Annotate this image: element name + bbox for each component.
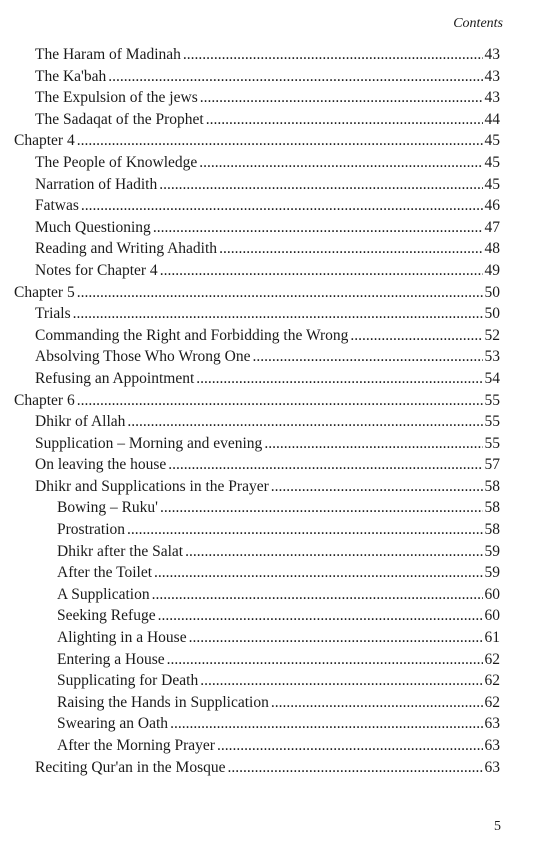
toc-entry: [0, 735, 533, 757]
dot-leader: [77, 130, 483, 152]
toc-entry-page: 50: [484, 305, 500, 323]
toc-entry-title: Refusing an Appointment: [35, 369, 195, 387]
toc-entry: [0, 44, 533, 66]
toc-entry-title: After the Morning Prayer: [57, 737, 215, 754]
toc-entry-page: 55: [484, 413, 500, 431]
dot-leader: [206, 109, 483, 131]
toc-entry: [0, 217, 533, 239]
dot-leader: [185, 541, 482, 563]
toc-entry-page: 61: [484, 629, 500, 647]
toc-entry-title: Swearing an Oath: [57, 715, 169, 733]
toc-entry-page: 55: [484, 391, 500, 409]
toc-entry: [0, 238, 533, 260]
toc-entry-page: 58: [484, 477, 500, 495]
toc-entry-page: 63: [484, 715, 500, 733]
toc-entry-title: The People of Knowledge: [35, 153, 198, 171]
toc-entry: [0, 476, 533, 498]
toc-entry: [0, 519, 533, 541]
toc-entry-page: 55: [484, 434, 500, 452]
toc-entry-title: Entering a House: [57, 650, 165, 668]
toc-entry-title: Reciting Qur'an in the Mosque: [35, 758, 226, 776]
dot-leader: [127, 519, 482, 541]
toc-entry-page: 47: [484, 218, 500, 236]
dot-leader: [271, 476, 483, 498]
toc-entry-title: Chapter 6: [14, 391, 75, 409]
dot-leader: [154, 562, 482, 584]
toc-entry: [0, 87, 533, 109]
dot-leader: [127, 411, 482, 433]
toc-entry-page: 63: [484, 758, 500, 776]
dot-leader: [196, 368, 482, 390]
toc-entry-page: 43: [484, 67, 500, 85]
toc-entry: [0, 541, 533, 563]
toc-entry: [0, 670, 533, 692]
toc-entry-title: Absolving Those Who Wrong One: [35, 348, 251, 366]
toc-entry-title: After the Toilet: [57, 564, 153, 582]
toc-entry-page: 44: [484, 110, 500, 128]
toc-chapter-heading: [0, 130, 533, 152]
toc-entry-title: Trials: [35, 305, 71, 323]
toc-entry: [0, 497, 533, 519]
toc-entry-title: Supplicating for Death: [57, 672, 199, 690]
toc-entry: [0, 368, 533, 390]
toc-entry-page: 48: [484, 240, 500, 258]
toc-entry-page: 63: [484, 737, 500, 754]
dot-leader: [183, 44, 483, 66]
toc-entry: [0, 605, 533, 627]
dot-leader: [77, 282, 483, 304]
dot-leader: [160, 497, 483, 519]
toc-entry-title: Narration of Hadith: [35, 175, 158, 193]
toc-entry-page: 62: [484, 650, 500, 668]
dot-leader: [170, 713, 482, 735]
toc-entry: [0, 109, 533, 131]
dot-leader: [271, 692, 483, 714]
toc-entry: [0, 303, 533, 325]
toc-entry-page: 59: [484, 542, 500, 560]
toc-entry-title: On leaving the house: [35, 456, 167, 474]
toc-chapter-heading: [0, 390, 533, 412]
toc-entry-title: Chapter 4: [14, 132, 75, 150]
toc-entry-title: The Expulsion of the jews: [35, 89, 198, 107]
page-number: 5: [494, 819, 501, 834]
toc-entry-title: Dhikr of Allah: [35, 413, 126, 431]
toc-entry-title: Alighting in a House: [57, 629, 187, 647]
toc-entry-title: Much Questioning: [35, 218, 151, 236]
toc-entry: [0, 260, 533, 282]
toc-entry: [0, 411, 533, 433]
toc-entry-title: Commanding the Right and Forbidding the Wrong: [35, 326, 349, 344]
dot-leader: [77, 390, 483, 412]
dot-leader: [227, 757, 482, 779]
toc-entry: [0, 346, 533, 368]
toc-entry-title: The Sadaqat of the Prophet: [35, 110, 204, 128]
dot-leader: [159, 174, 482, 196]
toc-entry-page: 57: [484, 456, 500, 474]
toc-entry: [0, 562, 533, 584]
toc-entry-page: 46: [484, 197, 500, 215]
running-header: Contents: [453, 16, 503, 31]
toc-chapter-heading: [0, 282, 533, 304]
toc-entry-page: 60: [484, 607, 500, 625]
dot-leader: [264, 433, 482, 455]
dot-leader: [153, 217, 483, 239]
toc-entry-page: 43: [484, 89, 500, 107]
toc-entry-page: 60: [484, 585, 500, 603]
dot-leader: [200, 670, 482, 692]
toc-entry-title: Reading and Writing Ahadith: [35, 240, 218, 258]
dot-leader: [158, 605, 483, 627]
toc-entry: [0, 757, 533, 779]
toc-entry-page: 52: [484, 326, 500, 344]
toc-entry-page: 50: [484, 283, 500, 301]
toc-entry: [0, 195, 533, 217]
dot-leader: [200, 87, 483, 109]
dot-leader: [160, 260, 483, 282]
toc-entry-page: 45: [484, 153, 500, 171]
dot-leader: [152, 584, 483, 606]
toc-entry-title: Supplication – Morning and evening: [35, 434, 263, 452]
toc-entry: [0, 692, 533, 714]
toc-entry: [0, 713, 533, 735]
toc-entry-page: 62: [484, 693, 500, 711]
table-of-contents: [0, 44, 533, 778]
toc-entry: [0, 66, 533, 88]
toc-entry-title: Fatwas: [35, 197, 79, 215]
dot-leader: [189, 627, 483, 649]
toc-entry-title: Prostration: [57, 521, 126, 539]
toc-entry-title: Dhikr and Supplications in the Prayer: [35, 477, 269, 495]
toc-entry-title: Seeking Refuge: [57, 607, 156, 625]
dot-leader: [81, 195, 483, 217]
toc-entry-title: Dhikr after the Salat: [57, 542, 184, 560]
toc-entry: [0, 174, 533, 196]
dot-leader: [108, 66, 482, 88]
toc-entry: [0, 152, 533, 174]
toc-entry-page: 54: [484, 369, 500, 387]
toc-entry-title: Bowing – Ruku': [57, 499, 158, 517]
toc-entry-page: 43: [484, 46, 500, 63]
toc-entry-page: 58: [484, 499, 500, 517]
toc-entry-page: 58: [484, 521, 500, 539]
dot-leader: [168, 454, 482, 476]
toc-entry-page: 59: [484, 564, 500, 582]
toc-entry-title: Chapter 5: [14, 283, 75, 301]
toc-entry-page: 45: [484, 132, 500, 150]
toc-entry: [0, 649, 533, 671]
dot-leader: [73, 303, 483, 325]
toc-entry: [0, 627, 533, 649]
toc-entry: [0, 454, 533, 476]
toc-entry-title: The Haram of Madinah: [35, 46, 181, 63]
toc-entry-title: Raising the Hands in Supplication: [57, 693, 269, 711]
toc-entry-title: A Supplication: [57, 585, 150, 603]
toc-entry: [0, 433, 533, 455]
dot-leader: [217, 735, 483, 757]
dot-leader: [167, 649, 483, 671]
toc-entry: [0, 584, 533, 606]
toc-entry-page: 62: [484, 672, 500, 690]
toc-entry-title: The Ka'bah: [35, 67, 107, 85]
toc-entry-page: 53: [484, 348, 500, 366]
toc-entry: [0, 325, 533, 347]
dot-leader: [350, 325, 482, 347]
dot-leader: [219, 238, 482, 260]
toc-entry-page: 45: [484, 175, 500, 193]
toc-entry-page: 49: [484, 261, 500, 279]
dot-leader: [199, 152, 482, 174]
dot-leader: [253, 346, 483, 368]
toc-entry-title: Notes for Chapter 4: [35, 261, 158, 279]
